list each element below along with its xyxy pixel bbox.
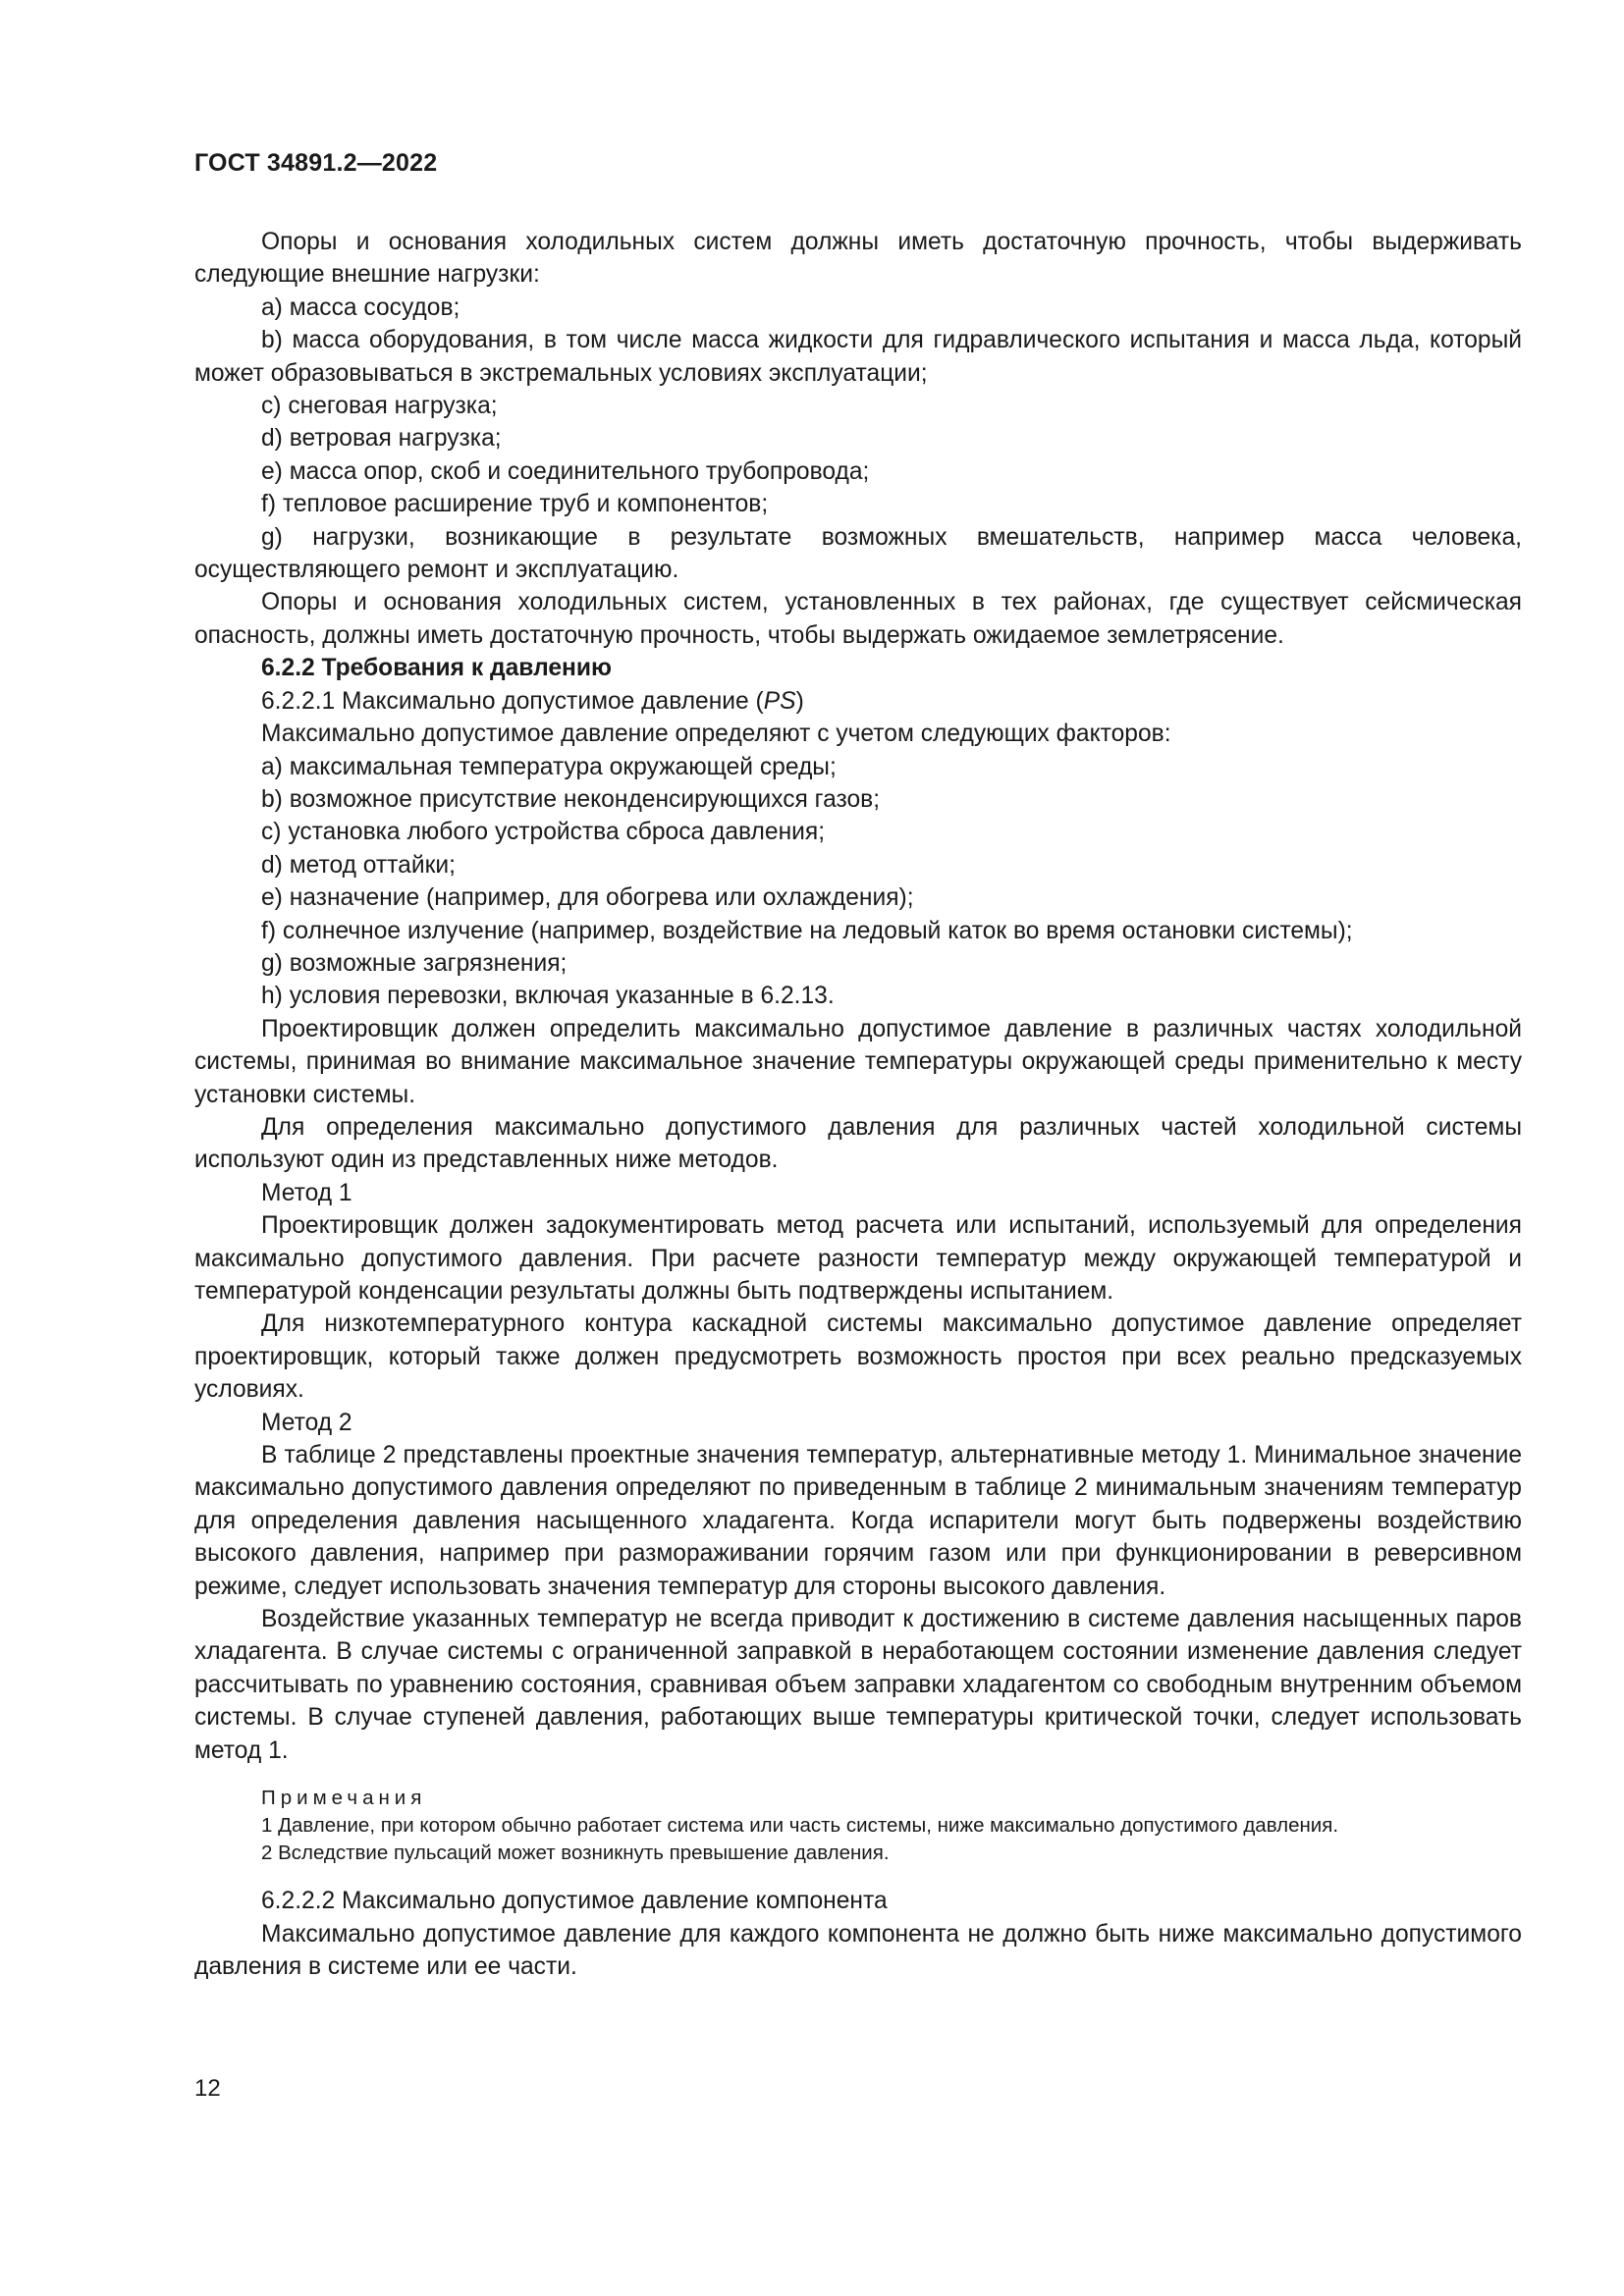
method-2-title: Метод 2 [261, 1409, 352, 1436]
paragraph-methods: Для определения максимально допустимого давления для различных частей холодильной системы используют один из представленных ниже методов. [194, 1113, 1522, 1174]
paragraph-method-1-b: Для низкотемпературного контура каскадной системы максимально допустимое давление определяет проектировщик, который также должен предусмотреть возможность простоя при всех реально предсказуемых условиях. [194, 1310, 1522, 1404]
list-item-load-e: e) масса опор, скоб и соединительного трубопровода; [261, 457, 870, 485]
list-item-factor-b: b) возможное присутствие неконденсирующихся газов; [261, 785, 881, 813]
subsection-title-prefix: 6.2.2.1 Максимально допустимое давление ( [261, 687, 764, 715]
list-item-factor-g: g) возможные загрязнения; [261, 949, 568, 977]
list-item-factor-h: h) условия перевозки, включая указанные в 6.2.13. [261, 983, 835, 1010]
paragraph-method-2-a: В таблице 2 представлены проектные значения температур, альтернативные методу 1. Минимальное значение максимально допустимого давления определяют по приведенным в таблице 2 минимальным значениям температур для определения давления насыщенного хладагента. Когда испарители могут быть подвержены воздействию высокого давления, например при размораживании горячим газом или при функционировании в реверсивном режиме, следует использовать значения температур для стороны высокого давления. [194, 1442, 1522, 1600]
paragraph-factors-intro: Максимально допустимое давление определяют с учетом следующих факторов: [261, 721, 1171, 748]
method-1-title: Метод 1 [261, 1179, 352, 1206]
paragraph-supports-intro: Опоры и основания холодильных систем должны иметь достаточную прочность, чтобы выдерживать следующие внешние нагрузки: [194, 229, 1522, 289]
subsection-heading-6-2-2-2: 6.2.2.2 Максимально допустимое давление компонента [261, 1888, 888, 1915]
list-item-load-a: a) масса сосудов; [261, 294, 460, 321]
list-item-factor-f: f) солнечное излучение (например, воздействие на ледовый каток во время остановки системы); [261, 917, 1353, 944]
list-item-load-c: c) снеговая нагрузка; [261, 393, 498, 420]
list-item-load-d: d) ветровая нагрузка; [261, 425, 502, 453]
component-pressure-block [194, 1885, 1522, 1983]
subsection-title-suffix: ) [795, 687, 804, 715]
ps-symbol: PS [763, 687, 796, 715]
paragraph-method-2-b: Воздействие указанных температур не всегда приводит к достижению в системе давления насыщенных паров хладагента. В случае системы с ограниченной заправкой в неработающем состоянии изменение давления следует рассчитывать по уравнению состояния, сравнивая объем заправки хладагентом со свободным внутренним объемом системы. В случае ступеней давления, работающих выше температуры критической точки, следует использовать метод 1. [194, 1606, 1522, 1764]
list-item-factor-a: a) максимальная температура окружающей среды; [261, 753, 837, 780]
list-item-load-g: g) нагрузки, возникающие в результате возможных вмешательств, например масса человека, осуществляющего ремонт и эксплуатацию. [194, 523, 1522, 584]
page-number: 12 [194, 2075, 221, 2102]
note-item-1: 1 Давление, при котором обычно работает система или часть системы, ниже максимально допустимого давления. [261, 1814, 1339, 1838]
list-item-load-b: b) масса оборудования, в том числе масса жидкости для гидравлического испытания и масса льда, который может образовываться в экстремальных условиях эксплуатации; [194, 327, 1522, 387]
subsection-heading-6-2-2-1 [194, 685, 1522, 718]
document-id: ГОСТ 34891.2—2022 [194, 149, 438, 177]
list-item-load-f: f) тепловое расширение труб и компонентов; [261, 491, 769, 518]
list-item-factor-c: c) установка любого устройства сброса давления; [261, 819, 826, 846]
paragraph-method-1-a: Проектировщик должен задокументировать метод расчета или испытаний, используемый для определения максимально допустимого давления. При расчете разности температур между окружающей температурой и температурой конденсации результаты должны быть подтверждены испытанием. [194, 1212, 1522, 1305]
list-item-factor-e: e) назначение (например, для обогрева или охлаждения); [261, 884, 914, 912]
page-body [194, 226, 1522, 1983]
paragraph-seismic: Опоры и основания холодильных систем, установленных в тех районах, где существует сейсмическая опасность, должны иметь достаточную прочность, чтобы выдержать ожидаемое землетрясение. [194, 589, 1522, 649]
section-heading-6-2-2: 6.2.2 Требования к давлению [261, 655, 613, 682]
notes-title: Примечания [261, 1787, 427, 1810]
note-item-2: 2 Вследствие пульсаций может возникнуть превышение давления. [261, 1842, 890, 1865]
paragraph-designer: Проектировщик должен определить максимально допустимое давление в различных частях холодильной системы, принимая во внимание максимальное значение температуры окружающей среды применительно к месту установки системы. [194, 1015, 1522, 1108]
notes-block [194, 1785, 1522, 1867]
paragraph-component-pressure: Максимально допустимое давление для каждого компонента не должно быть ниже максимально допустимого давления в системе или ее части. [194, 1920, 1522, 1980]
list-item-factor-d: d) метод оттайки; [261, 851, 456, 879]
